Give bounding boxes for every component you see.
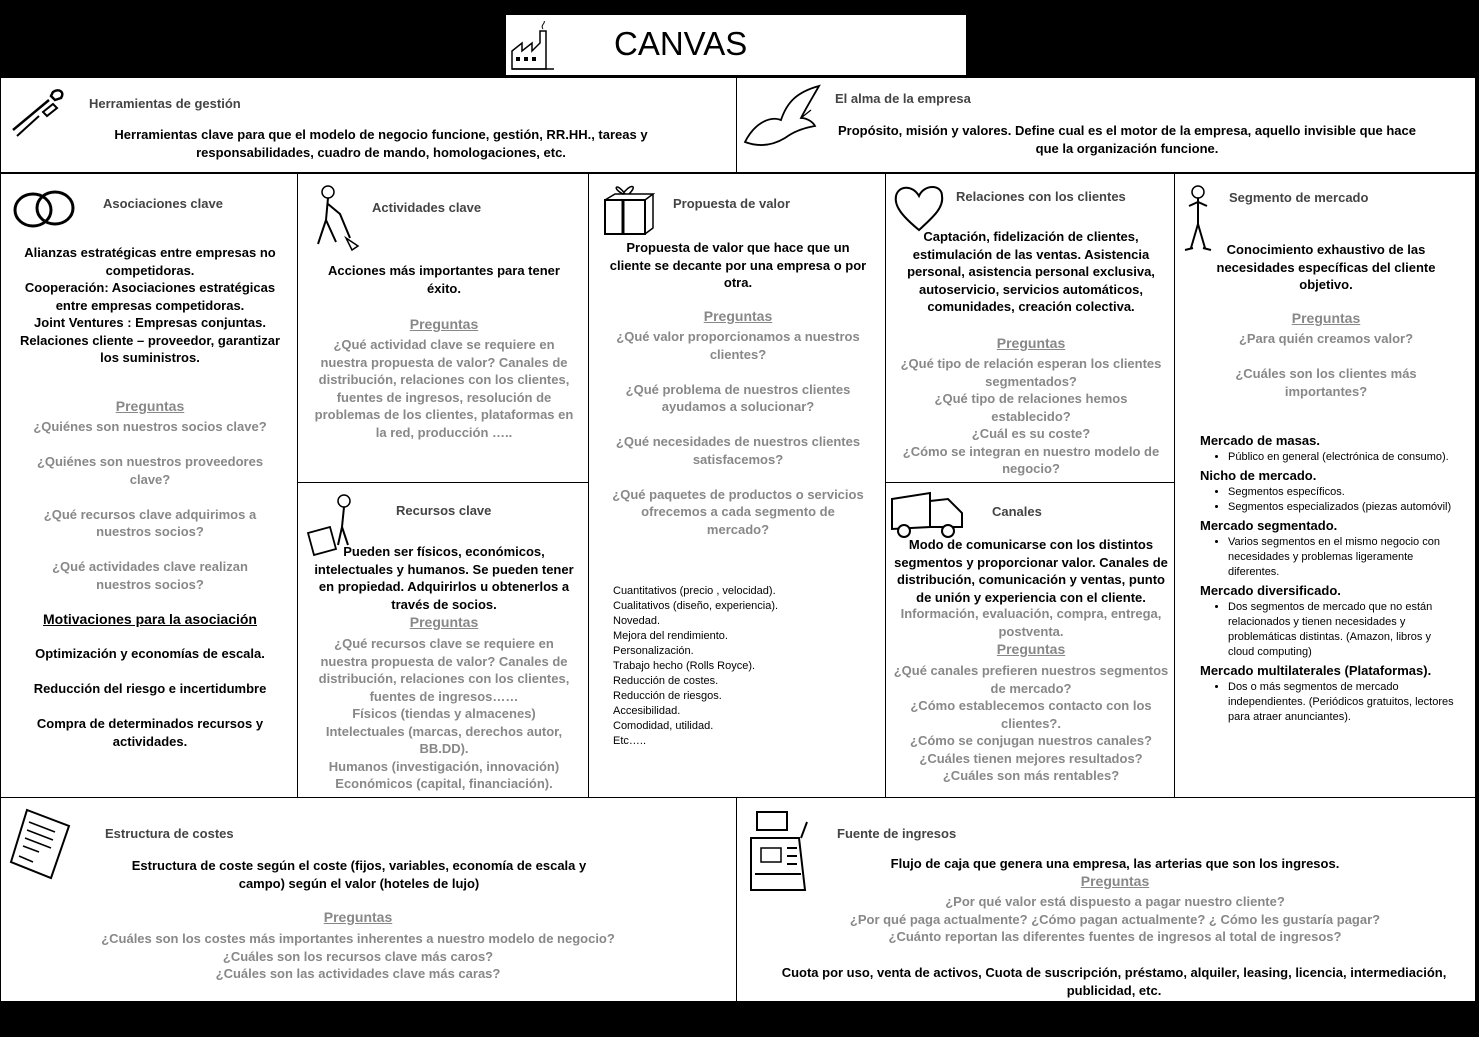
- propuesta-header: Propuesta de valor: [673, 196, 791, 211]
- alma-text: Propósito, misión y valores. Define cual es el motor de la empresa, aquello invisible que hace que la organización funcione.: [838, 123, 1416, 156]
- relaciones-section: [885, 173, 1175, 483]
- propuesta-preguntas-label: Preguntas: [703, 308, 773, 324]
- herramientas-section: [0, 77, 737, 173]
- dove-icon: [741, 82, 823, 154]
- canales-text: Modo de comunicarse con los distintos segmentos y proporcionar valor. Canales de distribución, comunicación y ventas, punto de unión y experiencia con el cliente.: [894, 537, 1168, 605]
- truck-icon: [890, 489, 966, 541]
- motivaciones-label: Motivaciones para la asociación: [43, 611, 257, 627]
- propuesta-text: Propuesta de valor que hace que un cliente se decante por una empresa o por otra.: [609, 240, 867, 290]
- title-box: [505, 14, 967, 76]
- asociaciones-preguntas-label: Preguntas: [115, 398, 185, 414]
- relaciones-header: Relaciones con los clientes: [956, 189, 1126, 204]
- propuesta-section: [588, 173, 886, 798]
- costes-section: [0, 797, 737, 1002]
- canales-questions: ¿Qué canales prefieren nuestros segmentos de mercado? ¿Cómo establecemos contacto con los clientes?. ¿Cómo se conjugan nuestros canales? ¿Cuáles tienen mejores resultados? ¿Cuáles son más rentables?: [893, 663, 1169, 783]
- alma-header: El alma de la empresa: [835, 91, 971, 106]
- recursos-header: Recursos clave: [396, 503, 492, 518]
- ingresos-questions: ¿Por qué valor está dispuesto a pagar nuestro cliente? ¿Por qué paga actualmente? ¿Cómo pagan actualmente? ¿ Cómo les gustaría pagar? ¿Cuánto reportan las diferentes fuentes de ingresos al total de ingresos?: [849, 894, 1381, 944]
- gift-icon: [599, 182, 655, 238]
- tools-icon: [9, 86, 69, 138]
- segmento-text: Conocimiento exhaustivo de las necesidades específicas del cliente objetivo.: [1216, 242, 1436, 292]
- canales-section: [885, 482, 1175, 798]
- page-title: CANVAS: [614, 25, 748, 62]
- propuesta-questions: ¿Qué valor proporcionamos a nuestros clientes? ¿Qué problema de nuestros clientes ayudamos a solucionar? ¿Qué necesidades de nuestros clientes satisfacemos? ¿Qué paquetes de productos o servicios ofrecemos a cada segmento de mercado?: [612, 329, 864, 537]
- propuesta-list: Cuantitativos (precio , velocidad). Cualitativos (diseño, experiencia). Novedad. Mejora del rendimiento. Personalización. Trabajo hecho (Rolls Royce). Reducción de costes. Reducción de riesgos. Accesibilidad. Comodidad, utilidad. Etc…..: [613, 585, 779, 747]
- alma-section: [736, 77, 1476, 173]
- relaciones-text: Captación, fidelización de clientes, estimulación de las ventas. Asistencia personal, asistencia personal exclusiva, autoservicio, servicios automáticos, comunidades, creación colectiva.: [907, 229, 1155, 314]
- relaciones-questions: ¿Qué tipo de relación esperan los clientes segmentados? ¿Qué tipo de relaciones hemos establecido? ¿Cuál es su coste? ¿Cómo se integran en nuestro modelo de negocio?: [900, 356, 1162, 476]
- costes-text: Estructura de coste según el coste (fijos, variables, economía de escala y campo) según el valor (hoteles de lujo): [131, 858, 587, 891]
- costes-header: Estructura de costes: [105, 826, 234, 841]
- document-icon: [9, 806, 75, 882]
- canales-preguntas-label: Preguntas: [996, 641, 1066, 657]
- ingresos-header: Fuente de ingresos: [837, 826, 957, 841]
- costes-questions: ¿Cuáles son los costes más importantes inherentes a nuestro modelo de negocio? ¿Cuáles son los recursos clave más caros? ¿Cuáles son las actividades clave más caras?: [101, 931, 615, 981]
- worker-shovel-icon: [306, 184, 362, 252]
- actividades-section: [297, 173, 589, 483]
- herramientas-text: Herramientas clave para que el modelo de negocio funcione, gestión, RR.HH., tareas y responsabilidades, cuadro de mando, homologaciones, etc.: [114, 127, 648, 160]
- asociaciones-questions: ¿Quiénes son nuestros socios clave? ¿Quiénes son nuestros proveedores clave? ¿Qué recursos clave adquirimos a nuestros socios? ¿Qué actividades clave realizan nuestros socios?: [33, 419, 267, 592]
- factory-icon: [510, 21, 556, 71]
- segmento-preguntas-label: Preguntas: [1291, 310, 1361, 326]
- asociaciones-text: Alianzas estratégicas entre empresas no competidoras. Cooperación: Asociaciones estratégicas entre empresas competidoras. Joint Ventures : Empresas conjuntas. Relaciones cliente – proveedor, garantizar los suministros.: [19, 245, 281, 365]
- motivaciones-list: Optimización y economías de escala. Reducción del riesgo e incertidumbre Compra de determinados recursos y actividades.: [33, 646, 267, 749]
- actividades-questions: ¿Qué actividad clave se requiere en nuestra propuesta de valor? Canales de distribución, relaciones con los clientes, fuentes de ingresos, resolución de problemas de los clientes, plataformas en la red, producción …..: [314, 337, 574, 440]
- cash-register-icon: [745, 808, 811, 894]
- actividades-header: Actividades clave: [372, 200, 482, 215]
- heart-icon: [892, 180, 946, 234]
- actividades-text: Acciones más importantes para tener éxito.: [328, 263, 560, 296]
- herramientas-header: Herramientas de gestión: [89, 96, 241, 111]
- ingresos-section: [736, 797, 1476, 1002]
- segmento-groups: Mercado de masas. • Público en general (electrónica de consumo). Nicho de mercado. • Segmentos específicos. • Segmentos especializados (piezas automóvil) Mercado segmentado. • Varios segmentos en el mismo negocio con necesidades y problemas ligeramente diferentes. Mercado diversificado. • Dos segmentos de mercado que no están relacionados y tienen necesidades y problemáticas distintas. (Amazon, libros y cloud computing) Mercado multilaterales (Plataformas). • Dos o más segmentos de mercado independientes. (Periódicos gratuitos, lectores para atraer anunciantes).: [1200, 432, 1455, 727]
- canales-header: Canales: [992, 504, 1042, 519]
- asociaciones-section: [0, 173, 298, 798]
- actividades-preguntas-label: Preguntas: [409, 316, 479, 332]
- segmento-header: Segmento de mercado: [1229, 190, 1369, 205]
- recursos-questions: ¿Qué recursos clave se requiere en nuestra propuesta de valor? Canales de distribución, relaciones con los clientes, fuentes de ingresos…… Físicos (tiendas y almacenes) Intelectuales (marcas, derechos autor, BB.DD). Humanos (investigación, innovación) Económicos (capital, financiación).: [318, 636, 570, 791]
- ingresos-preguntas-label: Preguntas: [1080, 873, 1150, 889]
- canales-subtext: Información, evaluación, compra, entrega, postventa.: [900, 606, 1162, 639]
- costes-preguntas-label: Preguntas: [323, 909, 393, 925]
- asociaciones-header: Asociaciones clave: [103, 196, 223, 211]
- ingresos-footer: Cuota por uso, venta de activos, Cuota de suscripción, préstamo, alquiler, leasing, licencia, intermediación, publicidad, etc.: [781, 965, 1447, 998]
- ingresos-text: Flujo de caja que genera una empresa, las arterias que son los ingresos.: [890, 856, 1340, 871]
- recursos-preguntas-label: Preguntas: [409, 614, 479, 630]
- segmento-questions: ¿Para quién creamos valor? ¿Cuáles son los clientes más importantes?: [1235, 331, 1417, 399]
- rings-icon: [11, 184, 77, 234]
- recursos-section: [297, 482, 589, 798]
- relaciones-preguntas-label: Preguntas: [996, 335, 1066, 351]
- recursos-text: Pueden ser físicos, económicos, intelectuales y humanos. Se pueden tener en propiedad. Adquirirlos u obtenerlos a través de socios.: [314, 544, 574, 612]
